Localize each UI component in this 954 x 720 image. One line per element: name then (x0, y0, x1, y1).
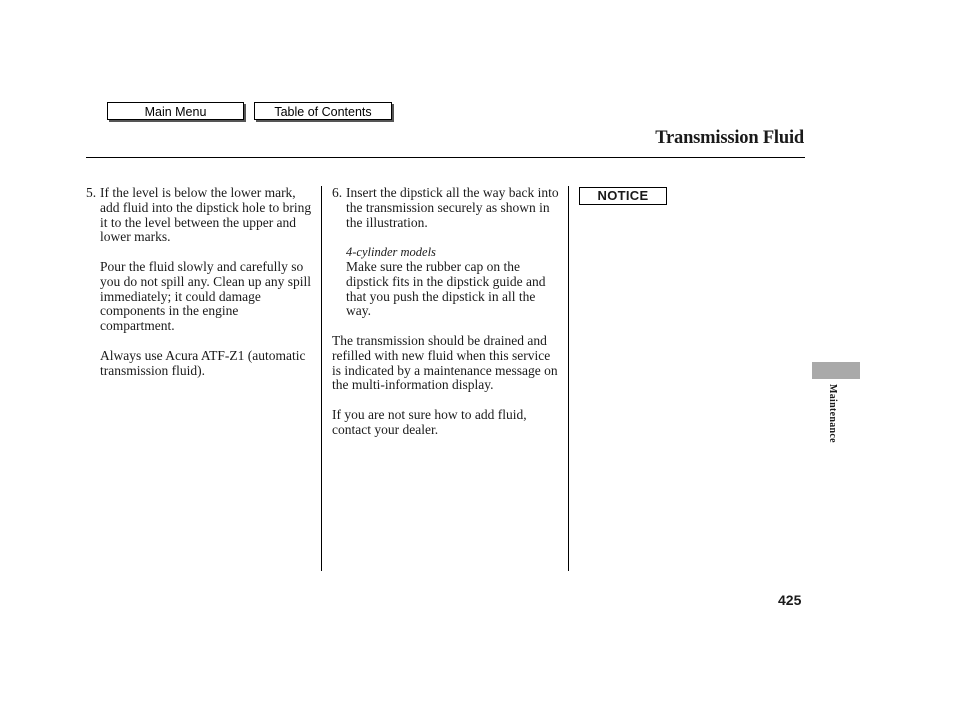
step-6-number: 6. (332, 185, 343, 200)
notice-label: NOTICE (579, 187, 667, 205)
maintenance-section-label: Maintenance (827, 384, 838, 443)
page-number: 425 (778, 592, 802, 608)
step-6-text: Insert the dipstick all the way back into the transmission securely as shown in the illustration. (346, 185, 559, 230)
four-cylinder-subheading: 4-cylinder models (346, 245, 436, 260)
fluid-type-paragraph: Always use Acura ATF-Z1 (automatic transmission fluid). (100, 347, 306, 378)
step-5 (86, 186, 312, 245)
four-cylinder-text: Make sure the rubber cap on the dipstick fits in the dipstick guide and that you push the dipstick in all the way. (346, 258, 546, 319)
drain-refill-paragraph: The transmission should be drained and refilled with new fluid when this service is indicated by a maintenance message on the multi-information display. (332, 332, 558, 393)
column-divider-1 (321, 186, 322, 571)
pour-fluid-paragraph: Pour the fluid slowly and carefully so you do not spill any. Clean up any spill immediately; it could damage components in the engine compartment. (100, 258, 311, 334)
page-title: Transmission Fluid (655, 128, 804, 148)
contact-dealer-paragraph: If you are not sure how to add fluid, contact your dealer. (332, 406, 527, 437)
main-menu-button[interactable]: Main Menu (107, 102, 244, 120)
column-2 (332, 186, 562, 438)
step-5-text: If the level is below the lower mark, add fluid into the dipstick hole to bring it to the level between the upper and lower marks. (100, 185, 312, 245)
maintenance-section-tab (812, 362, 860, 379)
table-of-contents-button[interactable]: Table of Contents (254, 102, 392, 120)
title-divider (86, 157, 805, 158)
column-1 (86, 186, 312, 378)
step-5-number: 5. (86, 185, 97, 200)
column-divider-2 (568, 186, 569, 571)
step-6 (332, 186, 562, 230)
